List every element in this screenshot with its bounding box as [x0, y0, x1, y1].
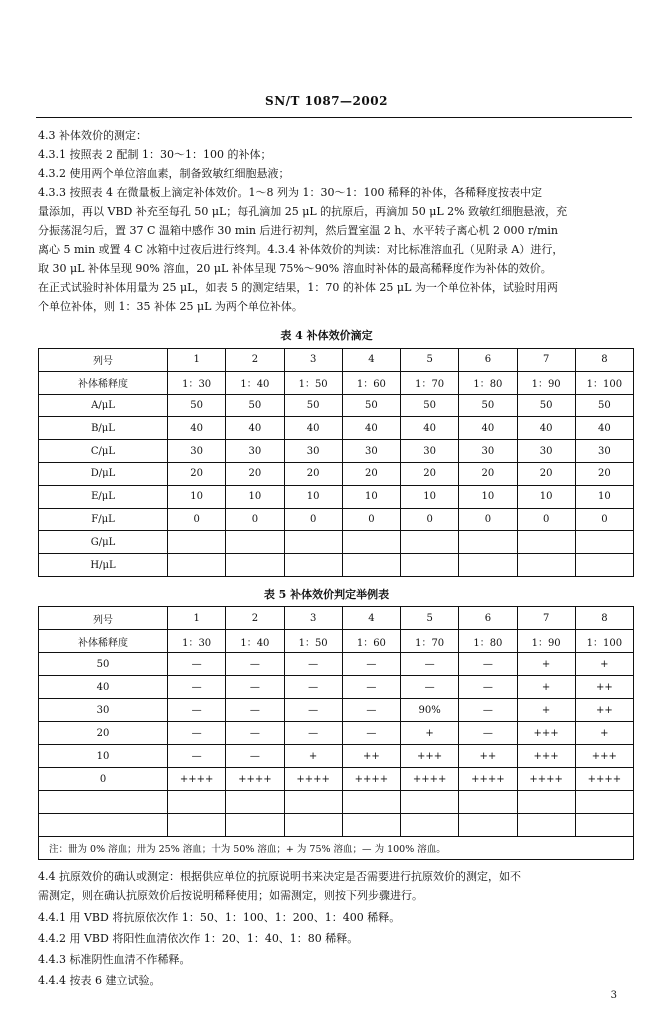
- table-cell: [517, 554, 575, 577]
- table-cell: 50: [226, 394, 284, 417]
- table-cell: [342, 531, 400, 554]
- table-cell: 30: [517, 440, 575, 463]
- table-cell: 20: [342, 462, 400, 485]
- table-cell: ++++: [342, 768, 400, 791]
- table-cell: —: [401, 676, 459, 699]
- table-cell: C/μL: [39, 440, 168, 463]
- table-cell: H/μL: [39, 554, 168, 577]
- table-cell: [168, 531, 226, 554]
- table-cell: B/μL: [39, 417, 168, 440]
- table-cell: 2: [226, 349, 284, 372]
- table-cell: —: [226, 653, 284, 676]
- table-cell: ++++: [401, 768, 459, 791]
- table-cell: 1: [168, 349, 226, 372]
- table-row: [39, 630, 634, 653]
- table-cell: 20: [168, 462, 226, 485]
- table-cell: [517, 814, 575, 837]
- table-cell: 10: [168, 485, 226, 508]
- table-row: [39, 676, 634, 699]
- table-cell: 50: [284, 394, 342, 417]
- table-cell: 补体稀释度: [39, 371, 168, 394]
- table-cell: [226, 554, 284, 577]
- table-cell: 40: [168, 417, 226, 440]
- section-4-4-4: 4.4.4 按表 6 建立试验。: [38, 974, 161, 987]
- table-cell: [39, 814, 168, 837]
- table-cell: +: [401, 722, 459, 745]
- section-4-3-3-line5: 取 30 μL 补体呈现 90% 溶血，20 μL 补体呈现 75%～90% 溶血时补体的最高稀释度作为补体的效价。: [38, 262, 552, 275]
- table-cell: 2: [226, 607, 284, 630]
- page-number: 3: [610, 990, 617, 1001]
- table-row: [39, 768, 634, 791]
- table-cell: 1：100: [575, 630, 633, 653]
- table-cell: 30: [168, 440, 226, 463]
- table-cell: 10: [39, 745, 168, 768]
- table-cell: —: [342, 676, 400, 699]
- section-4-3-3-line3: 分振荡混匀后，置 37 C 温箱中感作 30 min 后进行初判，然后置室温 2 h、水平转子离心机 2 000 r/min: [38, 224, 558, 237]
- table-cell: [575, 531, 633, 554]
- table-cell: [401, 791, 459, 814]
- table-cell: 50: [459, 394, 517, 417]
- table-row: [39, 485, 634, 508]
- section-4-3-3-line2: 量添加，再以 VBD 补充至每孔 50 μL；每孔滴加 25 μL 的抗原后，再滴加 50 μL 2% 致敏红细胞悬液，充: [38, 205, 568, 218]
- table-cell: [575, 554, 633, 577]
- table-cell: 50: [342, 394, 400, 417]
- table-cell: ++: [459, 745, 517, 768]
- table-cell: 0: [342, 508, 400, 531]
- table-cell: [284, 531, 342, 554]
- table4: [38, 348, 634, 577]
- table-cell: 1：100: [575, 371, 633, 394]
- table-cell: 1：90: [517, 371, 575, 394]
- table-cell: 6: [459, 349, 517, 372]
- table-cell: —: [284, 676, 342, 699]
- table-cell: [401, 814, 459, 837]
- section-4-4-1: 4.4.1 用 VBD 将抗原依次作 1：50、1：100、1：200、1：400 稀释。: [38, 911, 401, 924]
- table-cell: 10: [401, 485, 459, 508]
- section-4-3-3-line6: 在正式试验时补体用量为 25 μL，如表 5 的测定结果，1：70 的补体 25 μL 为一个单位补体，试验时用两: [38, 281, 558, 294]
- table-cell: ++++: [168, 768, 226, 791]
- table-cell: —: [284, 653, 342, 676]
- table-row: [39, 394, 634, 417]
- table-cell: 50: [39, 653, 168, 676]
- table-cell: 90%: [401, 699, 459, 722]
- table-cell: 20: [459, 462, 517, 485]
- standard-code: SN/T 1087—2002: [265, 94, 388, 108]
- table-cell: 10: [284, 485, 342, 508]
- table-cell: +: [517, 699, 575, 722]
- table-note: 注：卌为 0% 溶血；卅为 25% 溶血；十为 50% 溶血；+ 为 75% 溶血；— 为 100% 溶血。: [39, 837, 634, 860]
- table-cell: 5: [401, 349, 459, 372]
- table-cell: G/μL: [39, 531, 168, 554]
- table-cell: [459, 791, 517, 814]
- table-cell: [342, 791, 400, 814]
- table-cell: —: [226, 699, 284, 722]
- table-cell: 40: [517, 417, 575, 440]
- table-cell: 1：90: [517, 630, 575, 653]
- table-cell: [226, 791, 284, 814]
- table-cell: [459, 554, 517, 577]
- table-row: [39, 722, 634, 745]
- table-cell: 40: [284, 417, 342, 440]
- table-cell: —: [459, 699, 517, 722]
- table-cell: E/μL: [39, 485, 168, 508]
- table-cell: 0: [39, 768, 168, 791]
- table-cell: ++++: [226, 768, 284, 791]
- table-cell: 5: [401, 607, 459, 630]
- table-row: [39, 745, 634, 768]
- table-cell: 1：70: [401, 371, 459, 394]
- table-cell: [517, 791, 575, 814]
- table-cell: 30: [226, 440, 284, 463]
- table-header-row: [39, 607, 634, 630]
- section-4-3-3-line4: 离心 5 min 或置 4 C 冰箱中过夜后进行终判。4.3.4 补体效价的判读：对比标准溶血孔（见附录 A）进行，: [38, 243, 564, 256]
- table-cell: 1：80: [459, 371, 517, 394]
- table-cell: A/μL: [39, 394, 168, 417]
- table-cell: [575, 791, 633, 814]
- table-cell: 1：40: [226, 371, 284, 394]
- table-row: [39, 371, 634, 394]
- table-row: [39, 699, 634, 722]
- table-cell: 0: [168, 508, 226, 531]
- table-cell: —: [342, 699, 400, 722]
- table-cell: 20: [401, 462, 459, 485]
- table-cell: [168, 791, 226, 814]
- table-cell: 30: [39, 699, 168, 722]
- table-cell: —: [226, 745, 284, 768]
- table-cell: D/μL: [39, 462, 168, 485]
- table-cell: 8: [575, 607, 633, 630]
- table-cell: 4: [342, 349, 400, 372]
- table-cell: 20: [517, 462, 575, 485]
- table-cell: 0: [284, 508, 342, 531]
- table-cell: 40: [575, 417, 633, 440]
- table-cell: —: [168, 676, 226, 699]
- table-cell: 10: [575, 485, 633, 508]
- table-cell: 30: [575, 440, 633, 463]
- table4-title: 表 4 补体效价滴定: [280, 329, 373, 342]
- table-cell: 40: [342, 417, 400, 440]
- table-note-row: [39, 837, 634, 860]
- table-cell: [401, 531, 459, 554]
- table-row: [39, 440, 634, 463]
- table-cell: 1：40: [226, 630, 284, 653]
- table-cell: +: [517, 676, 575, 699]
- table-cell: 列号: [39, 349, 168, 372]
- table-cell: 1：60: [342, 371, 400, 394]
- table-cell: +: [517, 653, 575, 676]
- table-cell: ++++: [459, 768, 517, 791]
- table-cell: 30: [284, 440, 342, 463]
- table-cell: 0: [517, 508, 575, 531]
- table-cell: [168, 814, 226, 837]
- table-cell: 0: [401, 508, 459, 531]
- table-cell: 20: [575, 462, 633, 485]
- table-cell: [284, 791, 342, 814]
- table-cell: [226, 814, 284, 837]
- section-4-3-2: 4.3.2 使用两个单位溶血素，制备致敏红细胞悬液；: [38, 167, 290, 180]
- section-4-4-3: 4.4.3 标准阴性血清不作稀释。: [38, 953, 191, 966]
- table-cell: 10: [459, 485, 517, 508]
- table-row: [39, 462, 634, 485]
- table-cell: —: [284, 722, 342, 745]
- table-cell: 7: [517, 349, 575, 372]
- table-cell: 10: [517, 485, 575, 508]
- table-cell: [459, 531, 517, 554]
- table-cell: 40: [226, 417, 284, 440]
- table-cell: 1：80: [459, 630, 517, 653]
- table-cell: —: [342, 722, 400, 745]
- section-4-4-line2: 需测定，则在确认抗原效价后按说明稀释使用；如需测定，则按下列步骤进行。: [38, 889, 423, 902]
- table-cell: 1：30: [168, 630, 226, 653]
- table-cell: 10: [342, 485, 400, 508]
- table-cell: 40: [459, 417, 517, 440]
- table-row: [39, 814, 634, 837]
- table-cell: [168, 554, 226, 577]
- table-cell: +: [575, 653, 633, 676]
- table-header-row: [39, 349, 634, 372]
- table-cell: 0: [226, 508, 284, 531]
- table-cell: 3: [284, 607, 342, 630]
- table-cell: —: [459, 722, 517, 745]
- table-cell: 30: [401, 440, 459, 463]
- table-cell: 40: [39, 676, 168, 699]
- table-cell: 1: [168, 607, 226, 630]
- table-cell: [401, 554, 459, 577]
- table-cell: —: [284, 699, 342, 722]
- table-cell: —: [168, 745, 226, 768]
- table-cell: 4: [342, 607, 400, 630]
- table-cell: 20: [226, 462, 284, 485]
- table-cell: 20: [284, 462, 342, 485]
- table-cell: —: [459, 653, 517, 676]
- table-cell: 50: [168, 394, 226, 417]
- section-4-3: 4.3 补体效价的测定：: [38, 129, 147, 142]
- table-cell: —: [342, 653, 400, 676]
- table-cell: 1：30: [168, 371, 226, 394]
- table-cell: +++: [401, 745, 459, 768]
- table-cell: 40: [401, 417, 459, 440]
- table5-title: 表 5 补体效价判定举例表: [263, 588, 390, 601]
- table-cell: 50: [401, 394, 459, 417]
- table-cell: 30: [459, 440, 517, 463]
- table-cell: 30: [342, 440, 400, 463]
- table-cell: [459, 814, 517, 837]
- section-4-4-line1: 4.4 抗原效价的确认或测定：根据供应单位的抗原说明书来决定是否需要进行抗原效价的测定，如不: [38, 870, 521, 883]
- table-cell: ++++: [284, 768, 342, 791]
- table-cell: 0: [575, 508, 633, 531]
- table-cell: [575, 814, 633, 837]
- table-cell: 1：50: [284, 630, 342, 653]
- section-4-3-1: 4.3.1 按照表 2 配制 1：30～1：100 的补体；: [38, 148, 272, 161]
- table-cell: [226, 531, 284, 554]
- table-cell: ++: [575, 699, 633, 722]
- table-cell: 7: [517, 607, 575, 630]
- table-cell: ++: [342, 745, 400, 768]
- table-cell: F/μL: [39, 508, 168, 531]
- section-4-3-3-line7: 个单位补体，则 1：35 补体 25 μL 为两个单位补体。: [38, 300, 303, 313]
- table-cell: 6: [459, 607, 517, 630]
- table-cell: +: [575, 722, 633, 745]
- table-cell: 50: [517, 394, 575, 417]
- table-cell: 列号: [39, 607, 168, 630]
- table-cell: 1：50: [284, 371, 342, 394]
- header-rule: [36, 117, 632, 118]
- section-4-4-2: 4.4.2 用 VBD 将阳性血清依次作 1：20、1：40、1：80 稀释。: [38, 932, 359, 945]
- table-cell: 20: [39, 722, 168, 745]
- section-4-3-3-line1: 4.3.3 按照表 4 在微量板上滴定补体效价。1～8 列为 1：30～1：100 稀释的补体，各稀释度按表中定: [38, 186, 542, 199]
- table-row: [39, 531, 634, 554]
- table-cell: 50: [575, 394, 633, 417]
- table-cell: [284, 814, 342, 837]
- table-row: [39, 417, 634, 440]
- table-row: [39, 653, 634, 676]
- table-cell: 1：70: [401, 630, 459, 653]
- table-cell: ++++: [517, 768, 575, 791]
- table-cell: +: [284, 745, 342, 768]
- table-cell: 1：60: [342, 630, 400, 653]
- table-cell: ++: [575, 676, 633, 699]
- table-cell: 8: [575, 349, 633, 372]
- table-row: [39, 508, 634, 531]
- table5: [38, 606, 634, 860]
- table-cell: —: [168, 722, 226, 745]
- table-cell: +++: [575, 745, 633, 768]
- table-cell: ++++: [575, 768, 633, 791]
- table-row: [39, 791, 634, 814]
- table-cell: 10: [226, 485, 284, 508]
- table-cell: —: [168, 653, 226, 676]
- table-cell: [39, 791, 168, 814]
- table-cell: +++: [517, 745, 575, 768]
- table-cell: 补体稀释度: [39, 630, 168, 653]
- table-cell: [284, 554, 342, 577]
- table-cell: —: [226, 722, 284, 745]
- table-cell: 3: [284, 349, 342, 372]
- table-cell: [342, 554, 400, 577]
- table-cell: [342, 814, 400, 837]
- table-cell: —: [459, 676, 517, 699]
- table-row: [39, 554, 634, 577]
- table-cell: +++: [517, 722, 575, 745]
- table-cell: —: [168, 699, 226, 722]
- table-cell: [517, 531, 575, 554]
- table-cell: —: [401, 653, 459, 676]
- table-cell: —: [226, 676, 284, 699]
- table-cell: 0: [459, 508, 517, 531]
